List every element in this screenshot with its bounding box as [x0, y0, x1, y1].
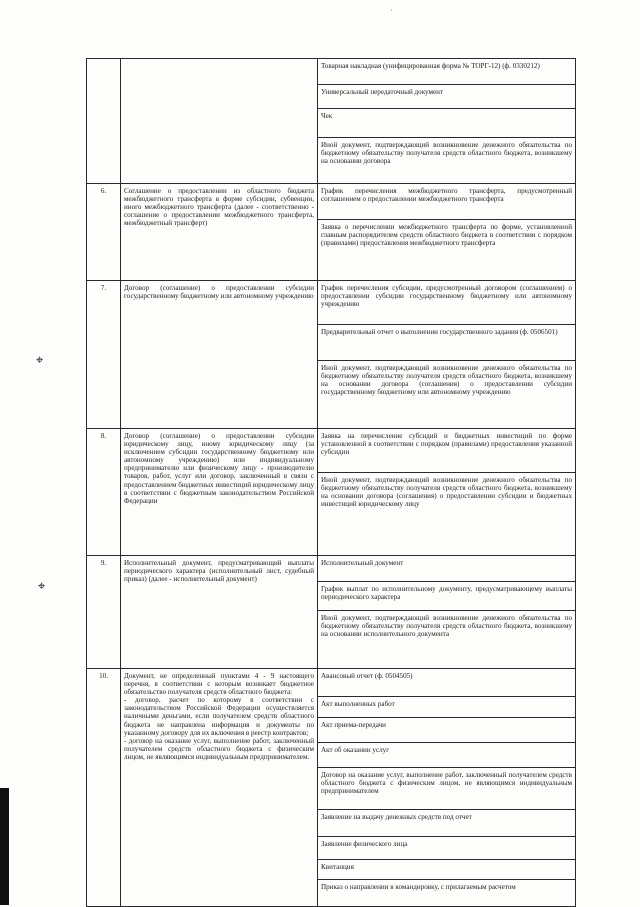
confirming-document: Иной документ, подтверждающий возникновение денежного обязательства по бюджетному обязательству получателя средств областного бюджета, возникшему на основании исполнительного документа: [318, 611, 576, 669]
confirming-document: График перечисления межбюджетного трансферта, предусмотренный соглашением о предоставлении межбюджетного трансферта: [318, 184, 576, 220]
confirming-document: Иной документ, подтверждающий возникновение денежного обязательства по бюджетному обязательству получателя средств областного бюджета, возникшему на основании договора: [318, 138, 576, 184]
confirming-document: Авансовый отчет (ф. 0504505): [318, 669, 576, 697]
item-number: 6.: [87, 184, 121, 281]
confirming-document: График выплат по исполнительному документу, предусматривающему выплаты периодического характера: [318, 582, 576, 611]
item-number: [87, 59, 121, 184]
confirming-document: Квитанция: [318, 860, 576, 880]
item-number: 10.: [87, 669, 121, 907]
scan-edge-shadow: [0, 788, 9, 905]
confirming-document: Предварительный отчет о выполнении государственного задания (ф. 0506501): [318, 325, 576, 361]
table-row: [87, 669, 576, 697]
confirming-document: Заявка о перечислении межбюджетного трансферта по форме, установленной главным распорядителем средств областного бюджета в соответствии с порядком (правилами) предоставления межбюджетного трансферта: [318, 220, 576, 281]
obligation-basis-document: Документ, не определенный пунктами 4 - 9 настоящего перечня, в соответствии с которым возникает бюджетное обязательство получателя средств областного бюджета: - договор, расчет по которому в соответствии с законодательством Российской Федерации осуществляется наличными деньгами, если получателем средств областного бюджета не направлена информация и документы по указанному договору для их включения в реестр контрактов; - договор на оказание услуг, выполнение работ, заключенный получателем средств областного бюджета с физическим лицом, не являющимся индивидуальным предпринимателем.: [121, 669, 318, 907]
item-number: 8.: [87, 429, 121, 556]
item-number: 7.: [87, 281, 121, 429]
confirming-document: Акт приема-передачи: [318, 718, 576, 743]
confirming-document: Приказ о направлении в командировку, с прилагаемым расчетом: [318, 880, 576, 907]
obligation-basis-document: Договор (соглашение) о предоставлении субсидии юридическому лицу, иному юридическому лицу (за исключением субсидии государственному бюджетному или автономному учреждению) или индивидуальному предпринимателю или физическому лицу - производителю товаров, работ, услуг или договор, заключенный в связи с предоставлением бюджетных инвестиций юридическому лицу в соответствии с бюджетным законодательством Российской Федерации: [121, 429, 318, 556]
obligation-basis-document: Соглашение о предоставлении из областного бюджета межбюджетного трансферта в форме субсидии, субвенции, иного межбюджетного трансферта (далее - соответственно - соглашение о предоставлении межбюджетного трансферта, межбюджетный трансферт): [121, 184, 318, 281]
item-number: 9.: [87, 556, 121, 669]
confirming-document: Заявление физического лица: [318, 837, 576, 860]
confirming-document: График перечисления субсидии, предусмотренный договором (соглашением) о предоставлении субсидии государственному бюджетному или автономному учреждению: [318, 281, 576, 325]
table-row: [87, 429, 576, 473]
confirming-document: Исполнительный документ: [318, 556, 576, 582]
confirming-document: Заявление на выдачу денежных средств под отчет: [318, 810, 576, 837]
confirming-document: Акт об оказании услуг: [318, 743, 576, 768]
table-row: [87, 184, 576, 220]
confirming-document: Иной документ, подтверждающий возникновение денежного обязательства по бюджетному обязательству получателя средств областного бюджета, возникшему на основании договора (соглашения) о предоставлении субсидии государственному бюджетному или автономному учреждению: [318, 361, 576, 429]
register-body: [87, 59, 576, 907]
table-row: [87, 281, 576, 325]
margin-hole-punch-mark: ⌖: [36, 352, 44, 367]
obligation-basis-document: Договор (соглашение) о предоставлении субсидии государственному бюджетному или автономному учреждению: [121, 281, 318, 429]
confirming-document: Акт выполненных работ: [318, 697, 576, 718]
confirming-document: Универсальный передаточный документ: [318, 85, 576, 109]
confirming-document: Договор на оказание услуг, выполнение работ, заключенный получателем средств областного бюджета с физическим лицом, не являющимся индивидуальным предпринимателем: [318, 768, 576, 810]
scan-speck: ·: [390, 6, 393, 15]
confirming-document: Товарная накладная (унифицированная форма № ТОРГ-12) (ф. 0330212): [318, 59, 576, 85]
documents-register-table: [86, 58, 576, 907]
margin-hole-punch-mark: ⌖: [38, 578, 46, 593]
confirming-document: Иной документ, подтверждающий возникновение денежного обязательства по бюджетному обязательству получателя средств областного бюджета, возникшему на основании договора (соглашения) о предоставлении субсидии и бюджетных инвестиций юридическому лицу: [318, 473, 576, 556]
table-row: [87, 556, 576, 582]
obligation-basis-document: [121, 59, 318, 184]
table-row: [87, 59, 576, 85]
confirming-document: Чек: [318, 109, 576, 138]
obligation-basis-document: Исполнительный документ, предусматривающий выплаты периодического характера (исполнительный лист, судебный приказ) (далее - исполнительный документ): [121, 556, 318, 669]
confirming-document: Заявка на перечисление субсидий и бюджетных инвестиций по форме установленной в соответствии с порядком (правилами) предоставления указанной субсидии: [318, 429, 576, 473]
